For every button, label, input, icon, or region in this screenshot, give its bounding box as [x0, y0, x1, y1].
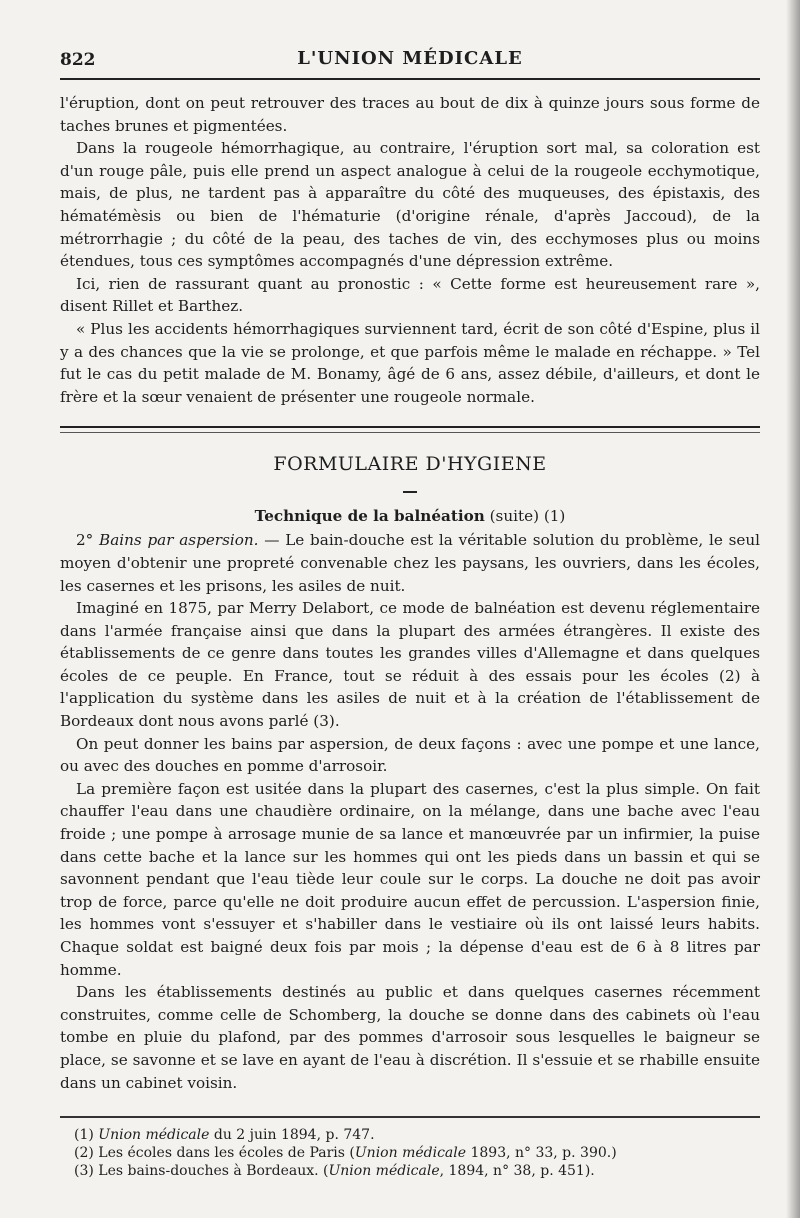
paragraph: Ici, rien de rassurant quant au pronostic : « Cette forme est heureusement rare », disent Rillet et Barthez.	[60, 274, 760, 316]
footnote-text: , 1894, n° 38, p. 451).	[439, 1163, 595, 1180]
section-divider	[60, 426, 760, 433]
footnote-journal: Union médicale	[98, 1127, 210, 1144]
footnote	[60, 1162, 760, 1180]
journal-title: L'UNION MÉDICALE	[297, 48, 523, 69]
lead-paragraph	[60, 529, 760, 597]
subtitle-rest: (suite) (1)	[484, 507, 566, 526]
footnote-rule	[60, 1116, 760, 1118]
lead-heading: Bains par aspersion.	[99, 531, 259, 550]
subtitle-bold: Technique de la balnéation	[254, 507, 485, 526]
section-title: FORMULAIRE D'HYGIENE	[273, 453, 547, 476]
page-number: 822	[60, 50, 96, 70]
footnote-text: du 2 juin 1894, p. 747.	[209, 1127, 375, 1144]
footnote-marker: (1)	[74, 1127, 99, 1144]
footnote-journal: Union médicale	[354, 1145, 467, 1162]
paragraph: Imaginé en 1875, par Merry Delabort, ce mode de balnéation est devenu réglementaire dans l'armée française ainsi que dans la plupart des armées étrangères. Il existe des établissements de ce genre dans toutes les grandes villes d'Allemagne et dans quelques écoles de ce peuple. En France, tout se réduit à des essais pour les écoles (2) à l'application du système dans les asiles de nuit et à la création de l'établissement de Bordeaux dont nous avons parlé (3).	[60, 599, 760, 731]
footnote-text: Les bains-douches à Bordeaux. (	[98, 1163, 329, 1180]
paragraph: l'éruption, dont on peut retrouver des traces au bout de dix à quinze jours sous forme de taches brunes et pigmentées.	[60, 94, 760, 135]
footnote-text: Les écoles dans les écoles de Paris (	[98, 1145, 355, 1162]
lead-number: 2°	[76, 531, 100, 550]
page-edge-shadow	[786, 0, 800, 1218]
paragraph: La première façon est usitée dans la plupart des casernes, c'est la plus simple. On fait chauffer l'eau dans une chaudière ordinaire, on la mélange, dans une bache avec l'eau froide ; une pompe à arrosage munie de sa lance et manœuvrée par un infirmier, la puise dans cette bache et la lance sur les hommes qui ont les pieds dans un bassin et qui se savonnent pendant que l'eau tiède leur coule sur le corps. La douche ne doit pas avoir trop de force, parce qu'elle ne doit produire aucun effet de percussion. L'aspersion finie, les hommes vont s'essuyer et s'habiller dans le vestiaire où ils ont laissé leurs habits. Chaque soldat est baigné deux fois par mois ; la dépense d'eau est de 6 à 8 litres par homme.	[60, 779, 760, 979]
paragraph: Dans les établissements destinés au public et dans quelques casernes récemment construites, comme celle de Schomberg, la douche se donne dans des cabinets où l'eau tombe en pluie du plafond, par des pommes d'arrosoir sous lesquelles le baigneur se place, se savonne et se lave en ayant de l'eau à discrétion. Il s'essuie et se rhabille ensuite dans un cabinet voisin.	[60, 983, 760, 1092]
title-rule	[403, 491, 417, 493]
lead-text: — Le bain-douche est la véritable solution du problème, le seul moyen d'obtenir une propreté convenable chez les paysans, les ouvriers, dans les écoles, les casernes et les prisons, les asiles de nuit.	[60, 531, 760, 595]
paragraph: On peut donner les bains par aspersion, de deux façons : avec une pompe et une lance, ou avec des douches en pomme d'arrosoir.	[60, 734, 760, 776]
paragraph: « Plus les accidents hémorrhagiques surviennent tard, écrit de son côté d'Espine, plus il y a des chances que la vie se prolonge, et que parfois même le malade en réchappe. » Tel fut le cas du petit malade de M. Bonamy, âgé de 6 ans, assez débile, d'ailleurs, et dont le frère et la sœur venaient de présenter une rougeole normale.	[60, 319, 760, 406]
footnote	[60, 1126, 760, 1144]
footnote-marker: (3)	[74, 1163, 99, 1180]
header-rule	[60, 78, 760, 80]
running-head	[60, 42, 760, 72]
footnote-marker: (2)	[74, 1145, 99, 1162]
section-subtitle	[60, 507, 760, 525]
footnote-journal: Union médicale	[328, 1163, 440, 1180]
footnote	[60, 1144, 760, 1162]
paragraph: Dans la rougeole hémorrhagique, au contraire, l'éruption sort mal, sa coloration est d'un rouge pâle, puis elle prend un aspect analogue à celui de la rougeole ecchymotique, mais, de plus, ne tardent pas à apparaître du côté des muqueuses, des épistaxis, des hématémèsis ou bien de l'hématurie (d'origine rénale, d'après Jaccoud), de la métrorrhagie ; du côté de la peau, des taches de vin, des ecchymoses plus ou moins étendues, tous ces symptômes accompagnés d'une dépression extrême.	[60, 139, 760, 271]
footnote-text: 1893, n° 33, p. 390.)	[466, 1145, 617, 1162]
